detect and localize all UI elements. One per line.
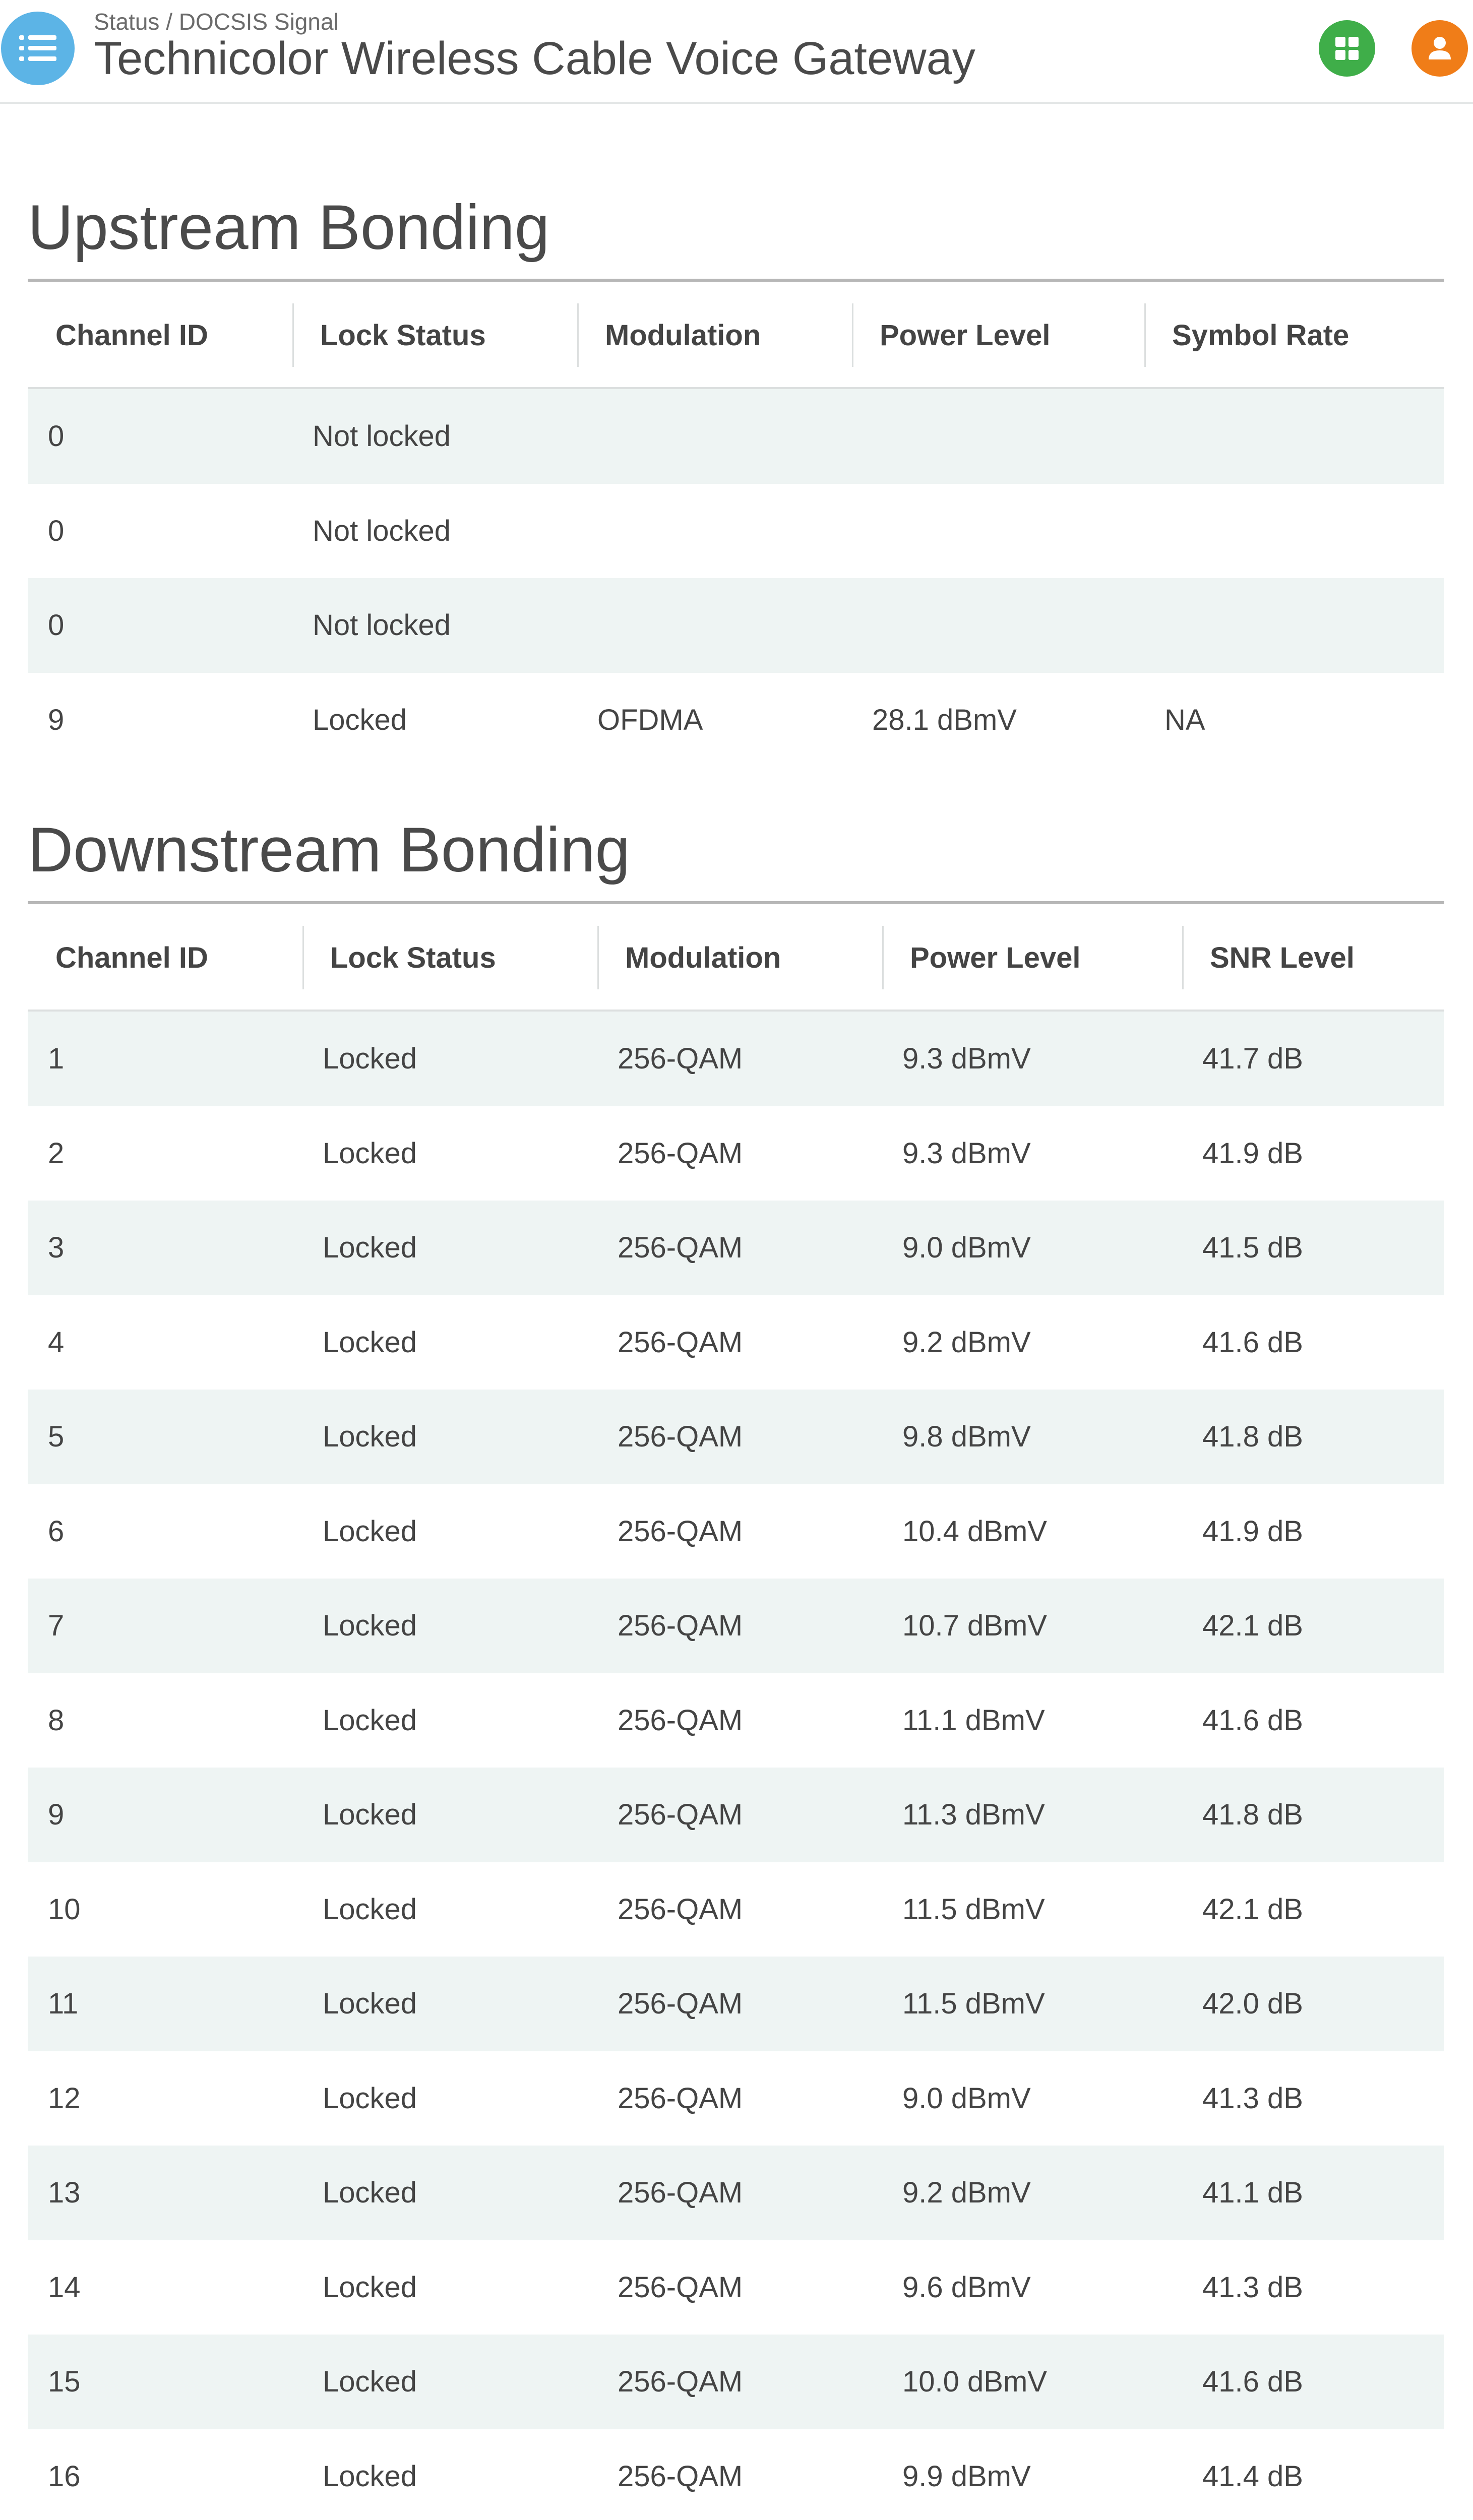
table-cell: 15 bbox=[28, 2335, 302, 2429]
apps-grid-icon[interactable] bbox=[1319, 20, 1375, 77]
table-cell: 256-QAM bbox=[597, 1295, 882, 1390]
table-cell: 0 bbox=[28, 484, 292, 579]
table-cell: 11.5 dBmV bbox=[882, 1862, 1182, 1957]
table-cell: 256-QAM bbox=[597, 1862, 882, 1957]
table-cell: 10.4 dBmV bbox=[882, 1484, 1182, 1579]
table-cell: Locked bbox=[302, 1390, 597, 1484]
table-cell: 41.6 dB bbox=[1182, 1295, 1444, 1390]
downstream-table bbox=[28, 906, 1444, 2520]
table-cell: 256-QAM bbox=[597, 1011, 882, 1106]
table-cell bbox=[1144, 388, 1444, 484]
list-lines-icon bbox=[19, 35, 56, 61]
table-cell: 9.9 dBmV bbox=[882, 2429, 1182, 2520]
table-cell: 11.5 dBmV bbox=[882, 1957, 1182, 2051]
table-cell: 16 bbox=[28, 2429, 302, 2520]
downstream-section-title: Downstream Bonding bbox=[28, 815, 631, 885]
table-row bbox=[28, 1295, 1444, 1390]
upstream-section-title: Upstream Bonding bbox=[28, 193, 550, 263]
table-row bbox=[28, 484, 1444, 579]
table-cell: 10.0 dBmV bbox=[882, 2335, 1182, 2429]
downstream-divider bbox=[28, 901, 1444, 904]
table-cell: 8 bbox=[28, 1673, 302, 1768]
table-cell: Locked bbox=[302, 2429, 597, 2520]
table-cell: 256-QAM bbox=[597, 2146, 882, 2240]
table-cell bbox=[852, 578, 1144, 673]
table-row bbox=[28, 1768, 1444, 1862]
table-cell: Locked bbox=[302, 1011, 597, 1106]
table-cell bbox=[852, 484, 1144, 579]
table-cell: NA bbox=[1144, 673, 1444, 768]
table-cell: 41.9 dB bbox=[1182, 1106, 1444, 1201]
table-row bbox=[28, 2146, 1444, 2240]
table-cell: 14 bbox=[28, 2240, 302, 2335]
table-cell: 4 bbox=[28, 1295, 302, 1390]
table-cell: 10 bbox=[28, 1862, 302, 1957]
column-header: Modulation bbox=[597, 906, 882, 1011]
table-cell: Not locked bbox=[292, 578, 577, 673]
table-cell: 256-QAM bbox=[597, 2429, 882, 2520]
table-cell: 42.0 dB bbox=[1182, 1957, 1444, 2051]
table-cell: 42.1 dB bbox=[1182, 1862, 1444, 1957]
table-cell: 256-QAM bbox=[597, 1106, 882, 1201]
table-row bbox=[28, 1862, 1444, 1957]
table-cell: 41.7 dB bbox=[1182, 1011, 1444, 1106]
table-row bbox=[28, 2240, 1444, 2335]
column-header: Lock Status bbox=[292, 283, 577, 388]
table-row bbox=[28, 578, 1444, 673]
table-cell: 9.3 dBmV bbox=[882, 1106, 1182, 1201]
table-cell: 9.3 dBmV bbox=[882, 1011, 1182, 1106]
table-cell: Locked bbox=[302, 1484, 597, 1579]
table-row bbox=[28, 673, 1444, 768]
user-icon[interactable] bbox=[1411, 20, 1468, 77]
table-cell: Locked bbox=[302, 1201, 597, 1295]
table-cell: 5 bbox=[28, 1390, 302, 1484]
table-cell: 11.3 dBmV bbox=[882, 1768, 1182, 1862]
table-row bbox=[28, 1011, 1444, 1106]
menu-list-icon[interactable] bbox=[1, 12, 75, 85]
table-cell bbox=[852, 388, 1144, 484]
table-row bbox=[28, 2429, 1444, 2520]
table-row bbox=[28, 1106, 1444, 1201]
table-cell: 41.9 dB bbox=[1182, 1484, 1444, 1579]
table-cell: 6 bbox=[28, 1484, 302, 1579]
upstream-table bbox=[28, 283, 1444, 767]
table-cell: 12 bbox=[28, 2051, 302, 2146]
table-cell bbox=[577, 388, 852, 484]
table-cell: 0 bbox=[28, 578, 292, 673]
table-cell bbox=[1144, 484, 1444, 579]
table-cell: Locked bbox=[292, 673, 577, 768]
table-cell: 7 bbox=[28, 1579, 302, 1673]
table-cell: 41.6 dB bbox=[1182, 2335, 1444, 2429]
table-cell: 3 bbox=[28, 1201, 302, 1295]
table-row bbox=[28, 1201, 1444, 1295]
table-cell: 0 bbox=[28, 388, 292, 484]
table-cell: 9.6 dBmV bbox=[882, 2240, 1182, 2335]
column-header: Modulation bbox=[577, 283, 852, 388]
table-cell: 2 bbox=[28, 1106, 302, 1201]
table-cell: 41.3 dB bbox=[1182, 2240, 1444, 2335]
table-row bbox=[28, 1673, 1444, 1768]
table-cell: 9.8 dBmV bbox=[882, 1390, 1182, 1484]
table-row bbox=[28, 2051, 1444, 2146]
column-header: Power Level bbox=[882, 906, 1182, 1011]
table-cell: 41.8 dB bbox=[1182, 1768, 1444, 1862]
table-row bbox=[28, 1390, 1444, 1484]
table-cell: 256-QAM bbox=[597, 1957, 882, 2051]
table-cell: 1 bbox=[28, 1011, 302, 1106]
table-row bbox=[28, 388, 1444, 484]
table-cell: 256-QAM bbox=[597, 1484, 882, 1579]
table-cell: OFDMA bbox=[577, 673, 852, 768]
table-cell: Locked bbox=[302, 2240, 597, 2335]
upstream-divider bbox=[28, 279, 1444, 282]
table-cell: 9 bbox=[28, 1768, 302, 1862]
table-cell: 256-QAM bbox=[597, 2335, 882, 2429]
column-header: Symbol Rate bbox=[1144, 283, 1444, 388]
table-cell: 9.0 dBmV bbox=[882, 2051, 1182, 2146]
table-cell: Locked bbox=[302, 1579, 597, 1673]
table-cell: 256-QAM bbox=[597, 1673, 882, 1768]
column-header: SNR Level bbox=[1182, 906, 1444, 1011]
grid-glyph-icon bbox=[1319, 20, 1375, 77]
table-cell: 11.1 dBmV bbox=[882, 1673, 1182, 1768]
table-cell: Locked bbox=[302, 2335, 597, 2429]
table-cell: 41.1 dB bbox=[1182, 2146, 1444, 2240]
table-cell: 41.4 dB bbox=[1182, 2429, 1444, 2520]
table-cell: Locked bbox=[302, 1957, 597, 2051]
table-cell bbox=[577, 578, 852, 673]
upstream-header-row bbox=[28, 283, 1444, 388]
table-cell: Locked bbox=[302, 1768, 597, 1862]
table-cell bbox=[1144, 578, 1444, 673]
page-title: Technicolor Wireless Cable Voice Gateway bbox=[94, 33, 975, 84]
table-cell bbox=[577, 484, 852, 579]
downstream-header-row bbox=[28, 906, 1444, 1011]
table-cell: 256-QAM bbox=[597, 1768, 882, 1862]
table-row bbox=[28, 2335, 1444, 2429]
table-cell: Locked bbox=[302, 2051, 597, 2146]
table-cell: 10.7 dBmV bbox=[882, 1579, 1182, 1673]
table-cell: 256-QAM bbox=[597, 1390, 882, 1484]
breadcrumb: Status / DOCSIS Signal bbox=[94, 9, 339, 35]
column-header: Power Level bbox=[852, 283, 1144, 388]
table-cell: 9.0 dBmV bbox=[882, 1201, 1182, 1295]
table-cell: 256-QAM bbox=[597, 2051, 882, 2146]
table-cell: 9.2 dBmV bbox=[882, 1295, 1182, 1390]
table-cell: 41.8 dB bbox=[1182, 1390, 1444, 1484]
table-cell: 41.6 dB bbox=[1182, 1673, 1444, 1768]
top-bar bbox=[0, 0, 1473, 104]
table-cell: 42.1 dB bbox=[1182, 1579, 1444, 1673]
table-cell: 256-QAM bbox=[597, 2240, 882, 2335]
table-cell: 13 bbox=[28, 2146, 302, 2240]
table-cell: 256-QAM bbox=[597, 1579, 882, 1673]
person-glyph-icon bbox=[1411, 20, 1468, 77]
table-row bbox=[28, 1484, 1444, 1579]
table-cell: Not locked bbox=[292, 484, 577, 579]
table-cell: 41.3 dB bbox=[1182, 2051, 1444, 2146]
table-cell: Locked bbox=[302, 1106, 597, 1201]
table-cell: 256-QAM bbox=[597, 1201, 882, 1295]
table-cell: Locked bbox=[302, 1295, 597, 1390]
column-header: Lock Status bbox=[302, 906, 597, 1011]
table-cell: 41.5 dB bbox=[1182, 1201, 1444, 1295]
table-cell: 9 bbox=[28, 673, 292, 768]
column-header: Channel ID bbox=[28, 283, 292, 388]
table-cell: Locked bbox=[302, 1673, 597, 1768]
table-cell: Locked bbox=[302, 1862, 597, 1957]
table-cell: 9.2 dBmV bbox=[882, 2146, 1182, 2240]
table-cell: 28.1 dBmV bbox=[852, 673, 1144, 768]
column-header: Channel ID bbox=[28, 906, 302, 1011]
table-cell: 11 bbox=[28, 1957, 302, 2051]
table-cell: Locked bbox=[302, 2146, 597, 2240]
table-cell: Not locked bbox=[292, 388, 577, 484]
table-row bbox=[28, 1957, 1444, 2051]
table-row bbox=[28, 1579, 1444, 1673]
